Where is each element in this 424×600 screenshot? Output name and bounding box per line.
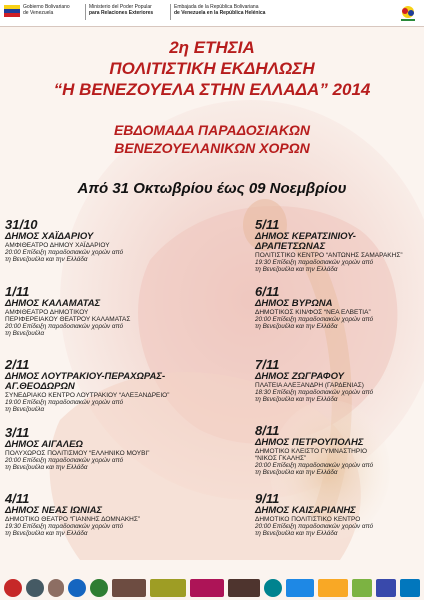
org-gobierno-line1: Gobierno Bolivariano [23, 4, 70, 10]
event-time: τη Βενεζουέλα και την Ελλάδα [255, 396, 338, 403]
event-venue: ΔΗΜΟΤΙΚΟ ΘΕΑΤΡΟ “ΓΙΑΝΝΗΣ ΔΟΜΝΑΚΗΣ” [5, 516, 141, 523]
event-venue: ΑΜΦΙΘΕΑΤΡΟ ΔΗΜΟΥ ΧΑΪΔΑΡΙΟΥ [5, 242, 110, 249]
event-municipality: ΔΗΜΟΣ ΚΑΛΑΜΑΤΑΣ [5, 298, 101, 309]
event-time: τη Βενεζουέλα και την Ελλάδα [255, 323, 338, 330]
event-logo-icon [398, 4, 418, 22]
event-block [5, 492, 195, 537]
sponsor-logo-icon [228, 579, 260, 597]
event-date: 7/11 [255, 357, 280, 372]
event-venue: “ΝΙΚΟΣ ΓΚΑΛΗΣ” [255, 455, 307, 462]
event-venue: ΔΗΜΟΤΙΚΟΣ ΚΙΝ/ΦΟΣ “ΝΕΑ ΕΛΒΕΤΙΑ” [255, 309, 371, 316]
venezuela-flag-icon [4, 5, 20, 17]
org-ministerio [89, 4, 153, 16]
event-date-range: Από 31 Οκτωβρίου έως 09 Νοεμβρίου [77, 180, 347, 197]
sponsor-logo-strip [0, 576, 424, 600]
org-embajada-line2: de Venezuela en la República Helénica [174, 10, 266, 16]
event-venue: ΑΜΦΙΘΕΑΤΡΟ ΔΗΜΟΤΙΚΟΥ [5, 309, 89, 316]
event-time: τη Βενεζουέλα και την Ελλάδα [255, 530, 338, 537]
event-block [255, 285, 420, 330]
event-municipality: ΔΗΜΟΣ ΠΕΤΡΟΥΠΟΛΗΣ [255, 437, 364, 448]
event-venue: ΠΛΑΤΕΙΑ ΑΛΕΞΑΝΔΡΗ (ΓΑΡΔΕΝΙΑΣ) [255, 382, 364, 389]
sponsor-logo-icon [352, 579, 372, 597]
event-municipality: ΔΗΜΟΣ ΝΕΑΣ ΙΩΝΙΑΣ [5, 505, 103, 516]
event-municipality: ΔΗΜΟΣ ΛΟΥΤΡΑΚΙΟΥ-ΠΕΡΑΧΩΡΑΣ- [5, 371, 166, 382]
event-time: 19:30 Επίδειξη παραδοσιακών χορών από [255, 259, 374, 266]
event-block [5, 426, 195, 471]
sponsor-logo-icon [286, 579, 314, 597]
title-line-3: “Η ΒΕΝΕΖΟΥΕΛΑ ΣΤΗΝ ΕΛΛΑΔΑ” 2014 [53, 80, 371, 99]
subtitle-line-2: ΒΕΝΕΖΟΥΕΛΑΝΙΚΩΝ ΧΟΡΩΝ [114, 140, 310, 156]
org-embajada [174, 4, 265, 16]
event-block [5, 218, 195, 263]
event-municipality: ΔΗΜΟΣ ΖΩΓΡΑΦΟΥ [255, 371, 344, 382]
event-time: 18:30 Επίδειξη παραδοσιακών χορών από [255, 389, 374, 396]
sponsor-logo-icon [4, 579, 22, 597]
event-municipality: ΔΗΜΟΣ ΚΕΡΑΤΣΙΝΙΟΥ- [255, 231, 356, 242]
sponsor-logo-icon [90, 579, 108, 597]
event-time: 20:00 Επίδειξη παραδοσιακών χορών από [5, 323, 124, 330]
event-venue: ΔΗΜΟΤΙΚΟ ΚΛΕΙΣΤΟ ΓΥΜΝΑΣΤΗΡΙΟ [255, 448, 368, 455]
event-date: 6/11 [255, 284, 280, 299]
event-date: 4/11 [5, 491, 30, 506]
event-time: τη Βενεζουέλα [5, 330, 45, 337]
org-gobierno-line2: de Venezuela [23, 10, 54, 16]
event-block [255, 424, 420, 476]
title-line-1: 2η ΕΤΗΣΙΑ [169, 38, 255, 57]
event-venue: ΣΥΝΕΔΡΙΑΚΟ ΚΕΝΤΡΟ ΛΟΥΤΡΑΚΙΟΥ “ΑΛΕΞΑΝΔΡΕΙΟ” [5, 392, 170, 399]
event-time: 19:00 Επίδειξη παραδοσιακών χορών από [5, 399, 124, 406]
sponsor-logo-icon [264, 579, 282, 597]
subtitle-line-1: ΕΒΔΟΜΑΔΑ ΠΑΡΑΔΟΣΙΑΚΩΝ [113, 122, 311, 138]
event-venue: ΠΕΡΙΦΕΡΕΙΑΚΟΥ ΘΕΑΤΡΟΥ ΚΑΛΑΜΑΤΑΣ [5, 316, 131, 323]
sponsor-logo-icon [112, 579, 146, 597]
event-block [5, 358, 195, 413]
event-time: τη Βενεζουέλα και την Ελλάδα [255, 469, 338, 476]
event-block [5, 285, 195, 337]
event-municipality: ΔΗΜΟΣ ΚΑΙΣΑΡΙΑΝΗΣ [255, 505, 356, 516]
event-time: τη Βενεζουέλα και την Ελλάδα [255, 266, 338, 273]
event-time: 20:00 Επίδειξη παραδοσιακών χορών από [255, 523, 374, 530]
sponsor-logo-icon [68, 579, 86, 597]
sponsor-logo-icon [190, 579, 224, 597]
event-time: τη Βενεζουέλα και την Ελλάδα [5, 530, 88, 537]
event-date: 5/11 [255, 217, 280, 232]
org-embajada-line1: Embajada de la República Bolivariana [174, 4, 259, 10]
sponsor-logo-icon [48, 579, 64, 597]
event-time: 20:00 Επίδειξη παραδοσιακών χορών από [255, 316, 374, 323]
event-venue: ΔΗΜΟΤΙΚΟ ΠΟΛΙΤΙΣΤΙΚΟ ΚΕΝΤΡΟ [255, 516, 361, 523]
event-block [255, 492, 420, 537]
event-block [255, 218, 420, 273]
event-municipality: ΔΗΜΟΣ ΑΙΓΑΛΕΩ [5, 439, 83, 450]
org-ministerio-line1: Ministerio del Poder Popular [89, 4, 152, 10]
sponsor-logo-icon [150, 579, 186, 597]
event-municipality: ΔΗΜΟΣ ΧΑΪΔΑΡΙΟΥ [5, 231, 94, 242]
event-municipality: ΔΗΜΟΣ ΒΥΡΩΝΑ [255, 298, 333, 309]
event-date: 1/11 [5, 284, 30, 299]
event-time: 19:30 Επίδειξη παραδοσιακών χορών από [5, 523, 124, 530]
event-date: 9/11 [255, 491, 280, 506]
event-municipality: ΑΓ.ΘΕΟΔΩΡΩΝ [5, 381, 75, 392]
event-block [255, 358, 420, 403]
sponsor-logo-icon [400, 579, 420, 597]
event-date: 2/11 [5, 357, 30, 372]
sponsor-header [0, 0, 424, 27]
event-time: τη Βενεζουέλα και την Ελλάδα [5, 464, 88, 471]
header-divider [170, 4, 171, 20]
sponsor-logo-icon [376, 579, 396, 597]
event-date: 3/11 [5, 425, 30, 440]
event-venue: ΠΟΛΥΧΩΡΟΣ ΠΟΛΙΤΙΣΜΟΥ “ΕΛΛΗΝΙΚΟ ΜΟΥΒΙ” [5, 450, 150, 457]
sponsor-logo-icon [26, 579, 44, 597]
event-time: 20:00 Επίδειξη παραδοσιακών χορών από [5, 249, 124, 256]
org-gobierno [23, 4, 70, 16]
sponsor-logo-icon [318, 579, 348, 597]
event-municipality: ΔΡΑΠΕΤΣΩΝΑΣ [255, 241, 326, 252]
event-time: 20:00 Επίδειξη παραδοσιακών χορών από [5, 457, 124, 464]
event-date: 8/11 [255, 423, 280, 438]
title-line-2: ΠΟΛΙΤΙΣΤΙΚΗ ΕΚΔΗΛΩΣΗ [109, 59, 315, 78]
org-ministerio-line2: para Relaciones Exteriores [89, 10, 154, 16]
header-divider [85, 4, 86, 20]
event-time: τη Βενεζουέλα και την Ελλάδα [5, 256, 88, 263]
event-time: τη Βενεζουέλα [5, 406, 45, 413]
event-date: 31/10 [5, 217, 38, 232]
event-time: 20:00 Επίδειξη παραδοσιακών χορών από [255, 462, 374, 469]
event-venue: ΠΟΛΙΤΙΣΤΙΚΟ ΚΕΝΤΡΟ “ΑΝΤΩΝΗΣ ΣΑΜΑΡΑΚΗΣ” [255, 252, 403, 259]
